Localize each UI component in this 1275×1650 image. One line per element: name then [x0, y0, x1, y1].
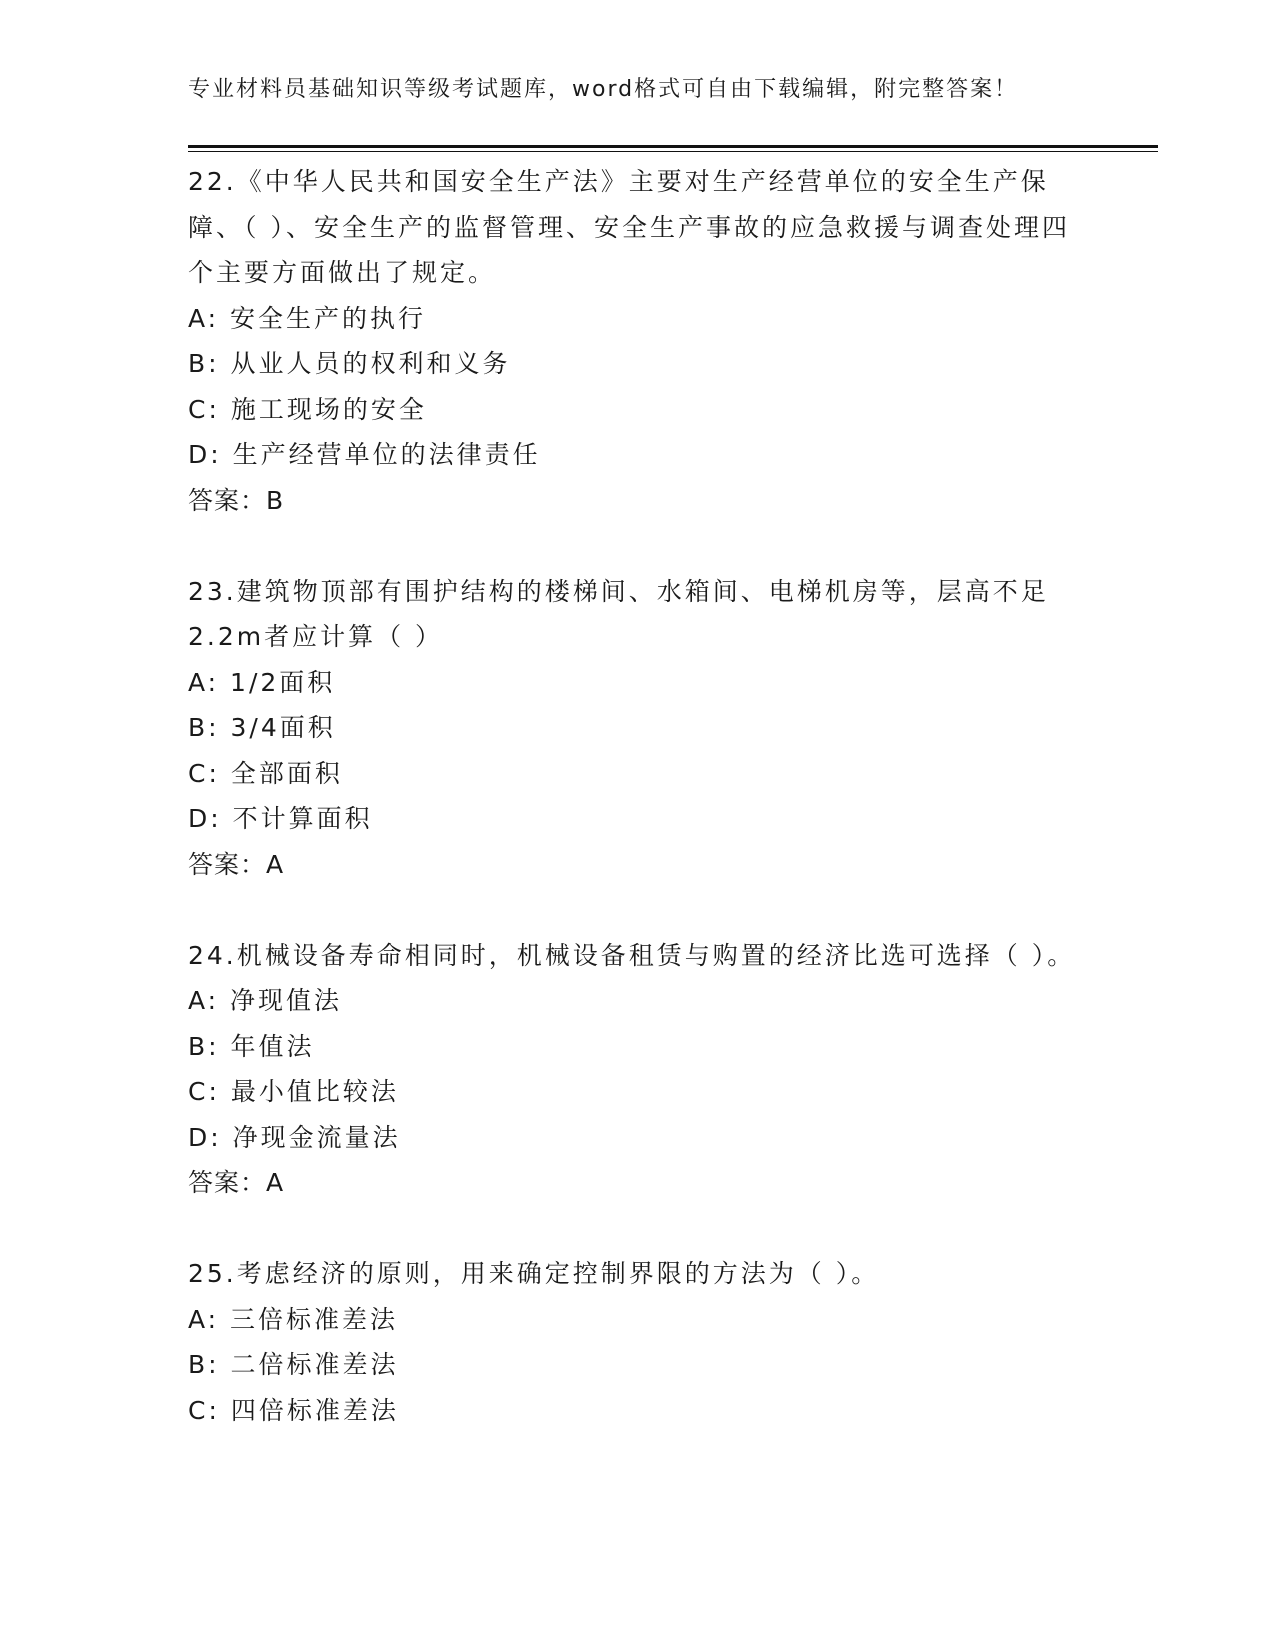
question-stem: 23.建筑物顶部有围护结构的楼梯间、水箱间、电梯机房等，层高不足2.2m者应计算（ ）	[188, 576, 1049, 651]
question-stem: 22.《中华人民共和国安全生产法》主要对生产经营单位的安全生产保障、（ ）、安全生产的监督管理、安全生产事故的应急救援与调查处理四个主要方面做出了规定。	[188, 167, 1070, 287]
option-b: B: 年值法	[188, 1031, 315, 1061]
option-b: B: 3/4面积	[188, 713, 336, 742]
option-d: D: 生产经营单位的法律责任	[188, 440, 541, 469]
option-d: D: 不计算面积	[188, 804, 373, 833]
page-header: 专业材料员基础知识等级考试题库，word格式可自由下载编辑，附完整答案！	[188, 77, 1019, 102]
answer-line: 答案：B	[188, 485, 285, 515]
question-22	[188, 159, 1088, 523]
option-d: D: 净现金流量法	[188, 1122, 401, 1152]
header-rule-thin	[188, 151, 1158, 152]
answer-line: 答案：A	[188, 849, 285, 879]
question-23	[188, 569, 1088, 888]
question-list	[188, 159, 1088, 1433]
header-rule-thick	[188, 145, 1158, 148]
option-c: C: 施工现场的安全	[188, 394, 427, 424]
option-a: A: 净现值法	[188, 986, 343, 1015]
option-c: C: 四倍标准差法	[188, 1395, 399, 1425]
option-a: A: 1/2面积	[188, 667, 336, 697]
question-25	[188, 1251, 1088, 1433]
question-24	[188, 933, 1088, 1206]
option-c: C: 全部面积	[188, 758, 343, 788]
option-a: A: 三倍标准差法	[188, 1304, 399, 1334]
option-b: B: 二倍标准差法	[188, 1350, 399, 1379]
answer-line: 答案：A	[188, 1168, 285, 1197]
question-stem: 25.考虑经济的原则，用来确定控制界限的方法为（ ）。	[188, 1259, 880, 1288]
option-b: B: 从业人员的权利和义务	[188, 349, 511, 378]
question-stem: 24.机械设备寿命相同时，机械设备租赁与购置的经济比选可选择（ ）。	[188, 940, 1076, 970]
option-c: C: 最小值比较法	[188, 1077, 399, 1106]
option-a: A: 安全生产的执行	[188, 303, 427, 333]
